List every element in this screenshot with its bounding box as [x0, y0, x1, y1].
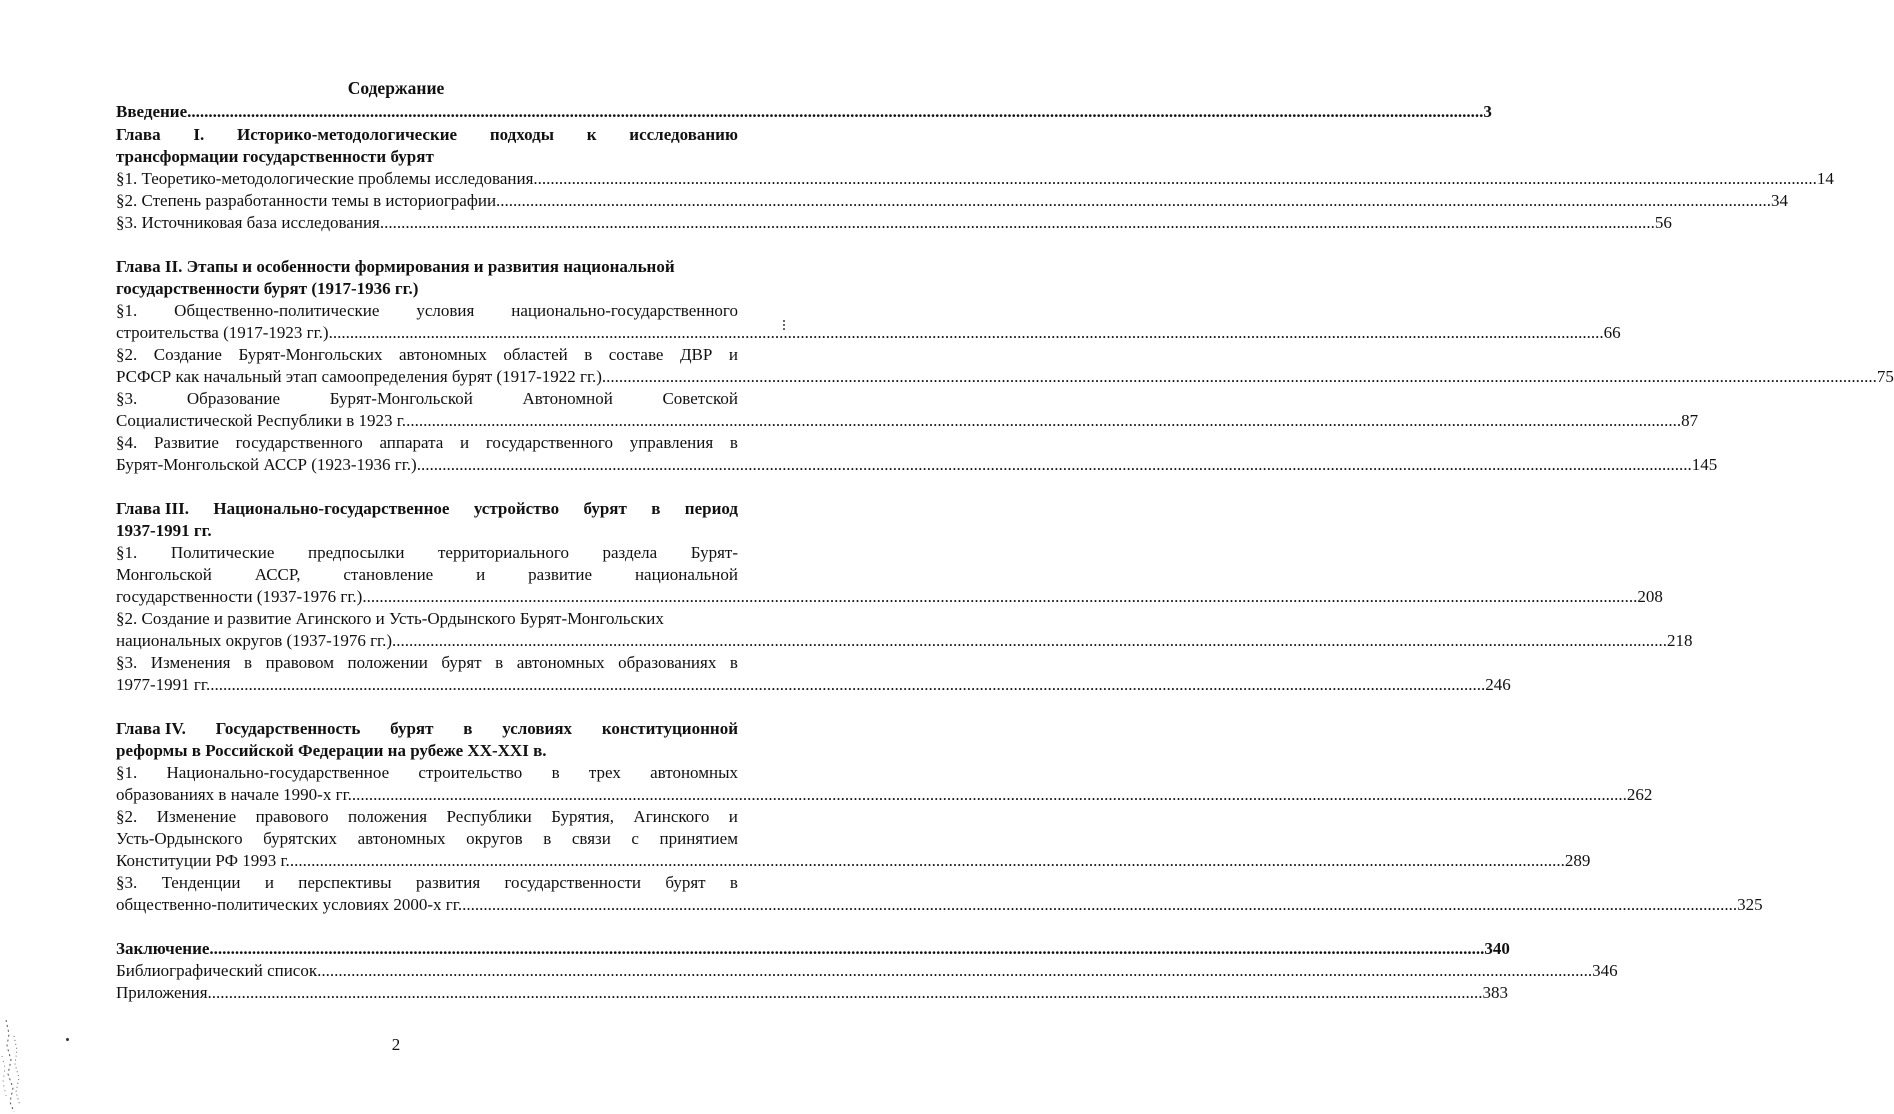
toc-leader-dots: ............................................................................................................................................................................................................................................................................................................ — [496, 191, 1772, 210]
toc-word: Агинского — [633, 807, 710, 826]
toc-word: и — [264, 873, 274, 892]
toc-line — [116, 454, 1718, 476]
toc-word: в — [244, 653, 253, 672]
toc-page-ref: 66 — [1603, 323, 1621, 342]
toc-word: ДВР — [679, 345, 713, 364]
toc-leader-dots: ............................................................................................................................................................................................................................................................................................................ — [207, 983, 1483, 1002]
toc-word: §1. — [116, 543, 138, 562]
toc-word: становление — [343, 565, 434, 584]
toc-word: §3. — [116, 653, 138, 672]
toc-word: правовом — [265, 653, 334, 672]
toc-word: трех — [588, 763, 621, 782]
toc-leader-dots: ............................................................................................................................................................................................................................................................................................................ — [416, 455, 1692, 474]
toc-word: в — [729, 873, 738, 892]
toc-word: исследованию — [629, 125, 738, 144]
toc-line — [116, 168, 1834, 190]
toc-word: Бурят- — [690, 543, 738, 562]
toc-entry-title: общественно-политических условиях 2000-х гг. — [116, 895, 463, 914]
toc-word: условиях — [502, 719, 573, 738]
toc-word: Республики — [446, 807, 532, 826]
toc-word: Образование — [186, 389, 281, 408]
toc-page-ref: 346 — [1592, 961, 1618, 980]
toc-leader-dots: ............................................................................................................................................................................................................................................................................................................ — [187, 102, 1463, 121]
toc-word: Бурятия, — [551, 807, 614, 826]
toc-word: составе — [608, 345, 664, 364]
toc-word: раздела — [602, 543, 658, 562]
toc-leader-dots: ............................................................................................................................................................................................................................................................................................................ — [289, 851, 1565, 870]
toc-word: §4. — [116, 433, 138, 452]
scan-mark-right — [783, 320, 787, 330]
toc-line — [116, 718, 738, 740]
toc-word: Тенденции — [161, 873, 241, 892]
toc-word: бурят — [665, 873, 706, 892]
toc-leader-dots: ............................................................................................................................................................................................................................................................................................................ — [351, 785, 1627, 804]
toc-page-ref: 75 — [1876, 367, 1894, 386]
toc-line — [116, 960, 1618, 982]
toc-entry-title: §2. Степень разработанности темы в историографии — [116, 191, 497, 210]
toc-word: Бурят-Монгольской — [329, 389, 473, 408]
toc-entry-title: §1. Теоретико-методологические проблемы исследования — [116, 169, 534, 188]
toc-word: Развитие — [153, 433, 219, 452]
toc-line — [116, 366, 1894, 388]
toc-line: Глава II. Этапы и особенности формирования и развития национальной — [116, 257, 675, 276]
toc-line — [116, 850, 1591, 872]
toc-word: развитие — [528, 565, 593, 584]
page-number: 2 — [391, 1035, 401, 1054]
toc-word: Национально-государственное — [166, 763, 390, 782]
toc-line — [116, 498, 738, 520]
toc-page-ref: 262 — [1626, 785, 1653, 804]
toc-leader-dots: ............................................................................................................................................................................................................................................................................................................ — [533, 169, 1809, 188]
toc-page-ref: 87 — [1681, 411, 1699, 430]
toc-word: в — [729, 653, 738, 672]
toc-line — [116, 938, 1510, 960]
toc-word: в — [551, 763, 560, 782]
toc-word: Глава — [116, 125, 161, 144]
toc-word: в — [543, 829, 552, 848]
toc-word: и — [460, 433, 470, 452]
toc-leader-dots: ............................................................................................................................................................................................................................................................................................................ — [210, 675, 1486, 694]
toc-entry-title: национальных округов (1937-1976 гг.) — [116, 631, 393, 650]
toc-line — [116, 212, 1672, 234]
toc-leader-dots: ............................................................................................................................................................................................................................................................................................................ — [462, 895, 1738, 914]
toc-entry-title: Приложения — [116, 983, 208, 1002]
toc-word: в — [495, 653, 504, 672]
toc-entry-title: государственности (1937-1976 гг.) — [116, 587, 363, 606]
toc-word: §1. — [116, 301, 138, 320]
toc-word: Историко-методологические — [237, 125, 458, 144]
toc-word: Усть-Ордынского — [116, 829, 243, 848]
toc-line — [116, 872, 738, 894]
toc-entry-title: образованиях в начале 1990-х гг. — [116, 785, 352, 804]
toc-word: перспективы — [298, 873, 392, 892]
toc-word: §2. — [116, 807, 138, 826]
toc-entry-title: 1977-1991 гг. — [116, 675, 211, 694]
toc-word: Изменения — [150, 653, 231, 672]
toc-entry-title: Социалистической Республики в 1923 г. — [116, 411, 407, 430]
toc-page-ref: 56 — [1654, 213, 1672, 232]
toc-word: аппарата — [379, 433, 444, 452]
toc-entry-title: §3. Источниковая база исследования — [116, 213, 380, 232]
toc-word: территориального — [437, 543, 569, 562]
toc-line — [116, 410, 1699, 432]
toc-line — [116, 388, 738, 410]
toc-word: строительство — [418, 763, 523, 782]
toc-line — [116, 806, 738, 828]
toc-word: в — [729, 433, 738, 452]
toc-page-ref: 218 — [1667, 631, 1693, 650]
toc-word: государственности — [504, 873, 642, 892]
toc-word: Государственность — [215, 719, 361, 738]
toc-word: к — [586, 125, 597, 144]
toc-leader-dots: ............................................................................................................................................................................................................................................................................................................ — [317, 961, 1593, 980]
toc-line — [116, 542, 738, 564]
toc-page-ref: 289 — [1564, 851, 1591, 870]
toc-word: конституционной — [601, 719, 738, 738]
toc-word: бурятских — [263, 829, 338, 848]
toc-leader-dots: ............................................................................................................................................................................................................................................................................................................ — [406, 411, 1682, 430]
toc-word: правового — [255, 807, 329, 826]
toc-line — [116, 322, 1621, 344]
toc-word: образованиях — [618, 653, 717, 672]
toc-word: §3. — [116, 873, 138, 892]
toc-word: бурят — [583, 499, 627, 518]
toc-line — [116, 630, 1693, 652]
toc-word: с — [631, 829, 639, 848]
toc-line — [116, 652, 738, 674]
toc-line — [116, 894, 1763, 916]
toc-line — [116, 674, 1511, 696]
toc-line — [116, 828, 738, 850]
toc-line: государственности бурят (1917-1936 гг.) — [116, 279, 419, 298]
toc-word: бурят — [441, 653, 482, 672]
toc-word: Глава III. — [116, 499, 189, 518]
toc-word: §2. — [116, 345, 138, 364]
toc-word: автономных — [357, 829, 446, 848]
toc-line — [116, 344, 738, 366]
toc-word: округов — [466, 829, 523, 848]
toc-line — [116, 190, 1789, 212]
toc-entry-title: строительства (1917-1923 гг.) — [116, 323, 329, 342]
toc-word: Глава IV. — [116, 719, 186, 738]
toc-word: национально-государственного — [511, 301, 738, 320]
toc-word: период — [684, 499, 738, 518]
toc-entry-title: Введение — [116, 102, 188, 121]
toc-entry-title: Библиографический список — [116, 961, 318, 980]
toc-page-ref: 325 — [1737, 895, 1763, 914]
toc-line: реформы в Российской Федерации на рубеже XX-XXI в. — [116, 741, 547, 760]
toc-word: и — [728, 345, 738, 364]
toc-word: подходы — [489, 125, 554, 144]
toc-entry-title: Заключение — [116, 939, 210, 958]
toc-word: предпосылки — [308, 543, 405, 562]
toc-word: Бурят-Монгольских — [238, 345, 383, 364]
toc-page-ref: 145 — [1691, 455, 1718, 474]
toc-word: Автономной — [522, 389, 613, 408]
scan-dot — [66, 1038, 69, 1041]
toc-line — [116, 124, 738, 146]
toc-page-ref: .....3 — [1462, 102, 1492, 121]
toc-word: в — [584, 345, 593, 364]
toc-line — [116, 982, 1509, 1004]
toc-word: положения — [348, 807, 428, 826]
toc-leader-dots: ............................................................................................................................................................................................................................................................................................................ — [392, 631, 1668, 650]
toc-line — [116, 300, 738, 322]
toc-word: в — [651, 499, 661, 518]
toc-line — [116, 586, 1663, 608]
toc-word: автономных — [650, 763, 738, 782]
toc-word: Изменение — [156, 807, 237, 826]
toc-word: национальной — [634, 565, 738, 584]
toc-page-ref: 340 — [1484, 939, 1510, 958]
toc-word: в — [463, 719, 473, 738]
toc-page-ref: 208 — [1637, 587, 1663, 606]
toc-word: §1. — [116, 763, 138, 782]
toc-leader-dots: ............................................................................................................................................................................................................................................................................................................ — [379, 213, 1655, 232]
toc-line: 1937-1991 гг. — [116, 521, 212, 540]
toc-leader-dots: ............................................................................................................................................................................................................................................................................................................ — [328, 323, 1604, 342]
toc-word: условия — [416, 301, 475, 320]
toc-word: автономных — [398, 345, 487, 364]
toc-word: развития — [415, 873, 481, 892]
toc-word: и — [476, 565, 486, 584]
toc-page-ref: ..14 — [1808, 169, 1834, 188]
toc-word: устройство — [473, 499, 560, 518]
toc-page-ref: 383 — [1482, 983, 1509, 1002]
toc-word: I. — [193, 125, 205, 144]
toc-entry-title: Бурят-Монгольской АССР (1923-1936 гг.) — [116, 455, 417, 474]
toc-word: государственного — [485, 433, 613, 452]
toc-word: АССР, — [254, 565, 301, 584]
scan-artifact-left — [0, 1016, 30, 1114]
toc-leader-dots: ............................................................................................................................................................................................................................................................................................................ — [601, 367, 1877, 386]
toc-page-ref: 34 — [1771, 191, 1789, 210]
page-title: Содержание — [347, 78, 445, 98]
toc-word: Национально-государственное — [213, 499, 450, 518]
toc-line: трансформации государственности бурят — [116, 147, 434, 166]
toc-word: Общественно-политические — [174, 301, 380, 320]
toc-line — [116, 784, 1653, 806]
toc-word: и — [728, 807, 738, 826]
toc-word: §3. — [116, 389, 138, 408]
toc-word: автономных — [516, 653, 605, 672]
toc-line — [116, 762, 738, 784]
toc-line — [116, 432, 738, 454]
toc-word: областей — [503, 345, 568, 364]
toc-leader-dots: ............................................................................................................................................................................................................................................................................................................ — [209, 939, 1485, 958]
toc-word: Монгольской — [116, 565, 212, 584]
toc-word: положении — [347, 653, 428, 672]
toc-line — [116, 564, 738, 586]
toc-word: управления — [629, 433, 714, 452]
toc-word: бурят — [390, 719, 434, 738]
toc-word: государственного — [235, 433, 363, 452]
toc-line: §2. Создание и развитие Агинского и Усть-Ордынского Бурят-Монгольских — [116, 609, 664, 628]
toc-word: принятием — [659, 829, 738, 848]
toc-word: Создание — [153, 345, 222, 364]
toc-entry-title: РСФСР как начальный этап самоопределения бурят (1917-1922 гг.) — [116, 367, 602, 386]
toc-leader-dots: ............................................................................................................................................................................................................................................................................................................ — [362, 587, 1638, 606]
toc-line — [116, 101, 1492, 123]
toc-word: связи — [571, 829, 611, 848]
toc-word: Советской — [662, 389, 738, 408]
toc-word: Политические — [170, 543, 275, 562]
toc-page-ref: 246 — [1485, 675, 1511, 694]
toc-entry-title: Конституции РФ 1993 г. — [116, 851, 290, 870]
